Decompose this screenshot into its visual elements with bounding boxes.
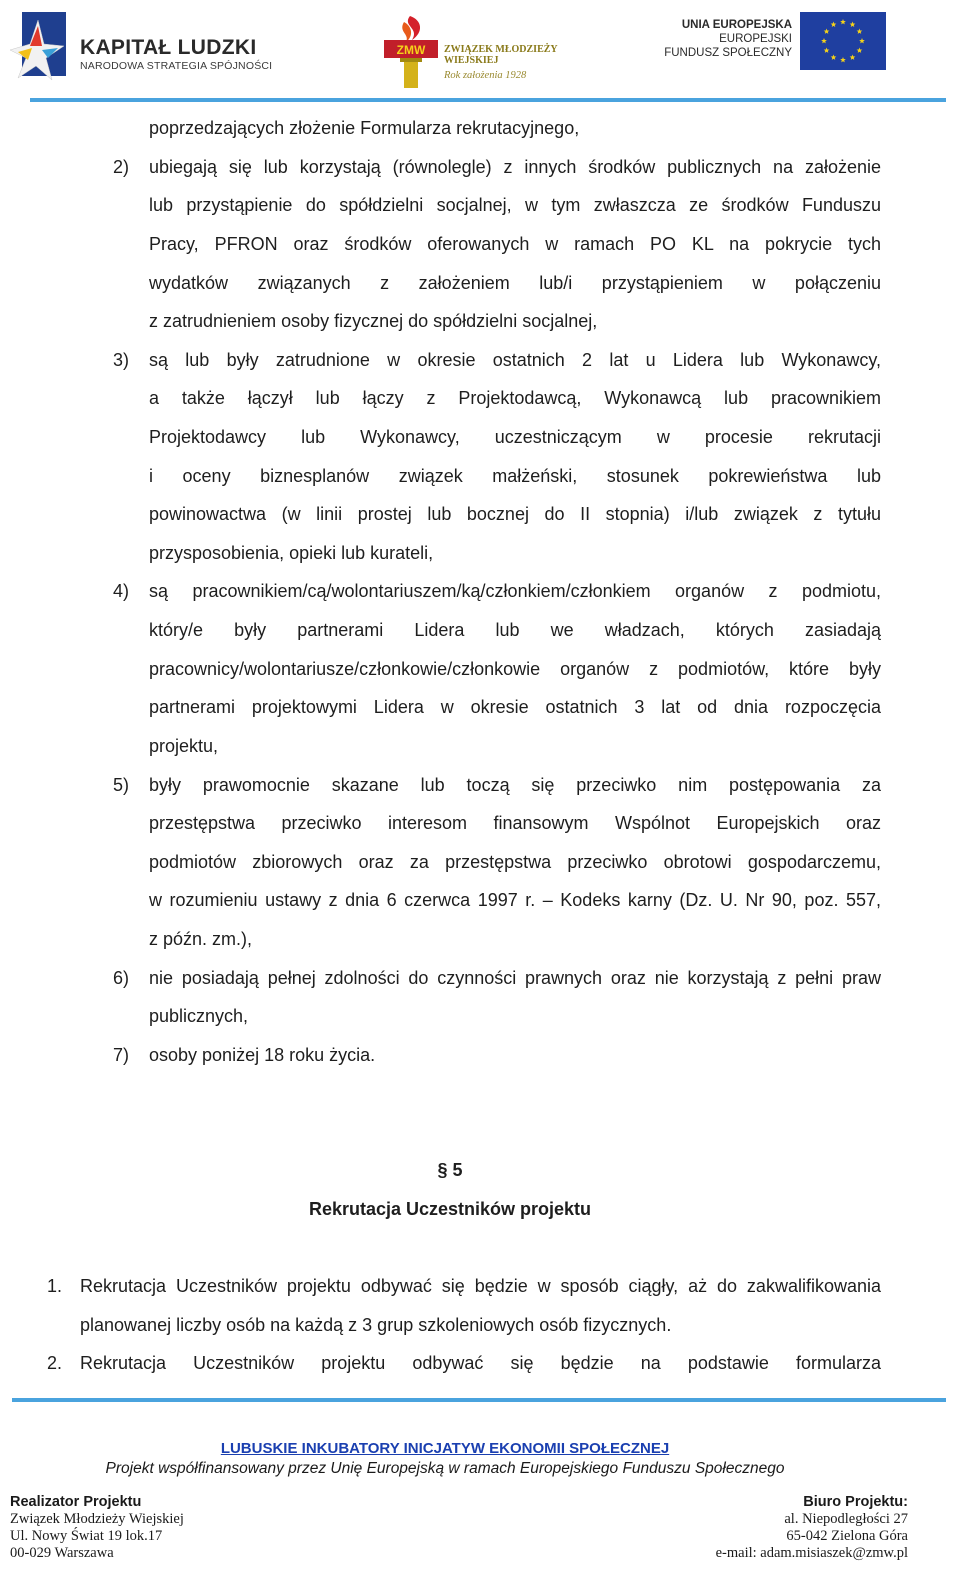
eu-logo-text [664, 18, 792, 60]
page-header [0, 0, 960, 106]
body-line: partnerami projektowymi Lidera w okresie ostatnich 3 lat od dnia rozpoczęcia [149, 697, 881, 717]
realizator-heading: Realizator Projektu [10, 1494, 142, 1510]
kapital-ludzki-logo [8, 6, 273, 86]
body-line: wydatków związanych z założeniem lub/i przystąpieniem w połączeniu [149, 273, 881, 293]
cofinance-note: Projekt współfinansowany przez Unię Europejską w ramach Europejskiego Funduszu Społecznego [105, 1460, 785, 1477]
body-line: z zatrudnieniem osoby fizycznej do spółdzielni socjalnej, [149, 311, 598, 331]
section-list-marker: 1. [47, 1276, 63, 1296]
body-line: przysposobienia, opieki lub kurateli, [149, 543, 434, 563]
list-marker: 5) [113, 775, 130, 795]
header-divider [30, 98, 946, 102]
body-line: w rozumieniu ustawy z dnia 6 czerwca 1997 r. – Kodeks karny (Dz. U. Nr 90, poz. 557, [149, 890, 881, 910]
section-title: Rekrutacja Uczestników projektu [308, 1199, 592, 1219]
realizator-line: Związek Młodzieży Wiejskiej [10, 1511, 184, 1527]
eu-line-2: EUROPEJSKI [719, 33, 792, 45]
list-marker: 3) [113, 350, 130, 370]
project-name-link[interactable]: LUBUSKIE INKUBATORY INICJATYW EKONOMII SPOŁECZNEJ [220, 1440, 670, 1457]
body-line: przestępstwa przeciwko interesom finansowym Wspólnot Europejskich oraz [149, 813, 881, 833]
list-marker: 7) [113, 1045, 130, 1065]
realizator-line: Ul. Nowy Świat 19 lok.17 [10, 1528, 163, 1544]
zmw-abbr-text: ZMW [396, 43, 426, 57]
zmw-founded: Rok założenia 1928 [444, 70, 527, 81]
list-marker: 4) [113, 581, 130, 601]
section-line: planowanej liczby osób na każdą z 3 grup szkoleniowych osób fizycznych. [80, 1315, 672, 1335]
body-line: Pracy, PFRON oraz środków oferowanych w ramach PO KL na pokrycie tych [149, 234, 881, 254]
body-line: powinowactwa (w linii prostej lub bocznej do II stopnia) i/lub związek z tytułu [149, 504, 881, 524]
body-line: projektu, [149, 736, 219, 756]
eu-line-1: UNIA EUROPEJSKA [681, 19, 792, 31]
list-marker: 6) [113, 968, 130, 988]
section-line: Rekrutacja Uczestników projektu odbywać się będzie w sposób ciągły, aż do zakwalifikowania [80, 1276, 881, 1296]
body-line: są lub były zatrudnione w okresie ostatnich 2 lat u Lidera lub Wykonawcy, [149, 350, 881, 370]
footer-divider [12, 1398, 946, 1402]
body-line: były prawomocnie skazane lub toczą się przeciwko nim postępowania za [149, 775, 881, 795]
zmw-torch-icon [380, 12, 442, 90]
kapital-ludzki-star-icon [8, 6, 68, 84]
kapital-ludzki-title: KAPITAŁ LUDZKI [80, 36, 257, 59]
footer-realizator [10, 1494, 184, 1562]
realizator-line: 00-029 Warszawa [10, 1545, 114, 1561]
body-line: podmiotów zbiorowych oraz za przestępstwa przeciwko obrotowi gospodarczemu, [149, 852, 881, 872]
body-line: są pracownikiem/cą/wolontariuszem/ką/członkiem/członkiem organów z podmiotu, [149, 581, 881, 601]
section-list-marker: 2. [47, 1353, 63, 1373]
zmw-logo [380, 10, 570, 90]
section-number: § 5 [437, 1160, 463, 1180]
body-line: Projektodawcy lub Wykonawcy, uczestniczącym w procesie rekrutacji [149, 427, 881, 447]
office-line: 65-042 Zielona Góra [786, 1528, 908, 1544]
eu-logo [664, 12, 892, 76]
body-line: a także łączył lub łączy z Projektodawcą, Wykonawcą lub pracownikiem [149, 388, 881, 408]
office-heading: Biuro Projektu: [803, 1494, 908, 1510]
section-line: Rekrutacja Uczestników projektu odbywać się będzie na podstawie formularza [80, 1353, 881, 1373]
eu-flag-icon [800, 12, 886, 70]
body-line: z późn. zm.), [149, 929, 253, 949]
body-line: poprzedzających złożenie Formularza rekrutacyjnego, [149, 118, 580, 138]
eu-line-3: FUNDUSZ SPOŁECZNY [664, 47, 792, 59]
body-line: pracownicy/wolontariusze/członkowie/członkowie organów z podmiotów, które były [149, 659, 881, 679]
kapital-ludzki-subtitle: NARODOWA STRATEGIA SPÓJNOŚCI [80, 60, 273, 72]
office-email[interactable]: e-mail: adam.misiaszek@zmw.pl [715, 1545, 908, 1561]
office-line: al. Niepodległości 27 [784, 1511, 908, 1527]
body-line: który/e były partnerami Lidera lub we władzach, których zasiadają [149, 620, 881, 640]
body-line: ubiegają się lub korzystają (równolegle) z innych środków publicznych na założenie [149, 157, 881, 177]
list-marker: 2) [113, 157, 130, 177]
body-line: nie posiadają pełnej zdolności do czynności prawnych oraz nie korzystają z pełni praw [149, 968, 881, 988]
footer-office [716, 1494, 908, 1562]
zmw-name: ZWIĄZEK MŁODZIEŻY WIEJSKIEJ [444, 44, 558, 66]
body-line: lub przystąpienie do spółdzielni socjalnej, w tym zwłaszcza ze środków Funduszu [149, 195, 881, 215]
body-line: publicznych, [149, 1006, 249, 1026]
body-line: i oceny biznesplanów związek małżeński, stosunek pokrewieństwa lub [149, 466, 881, 486]
body-line: osoby poniżej 18 roku życia. [149, 1045, 376, 1065]
